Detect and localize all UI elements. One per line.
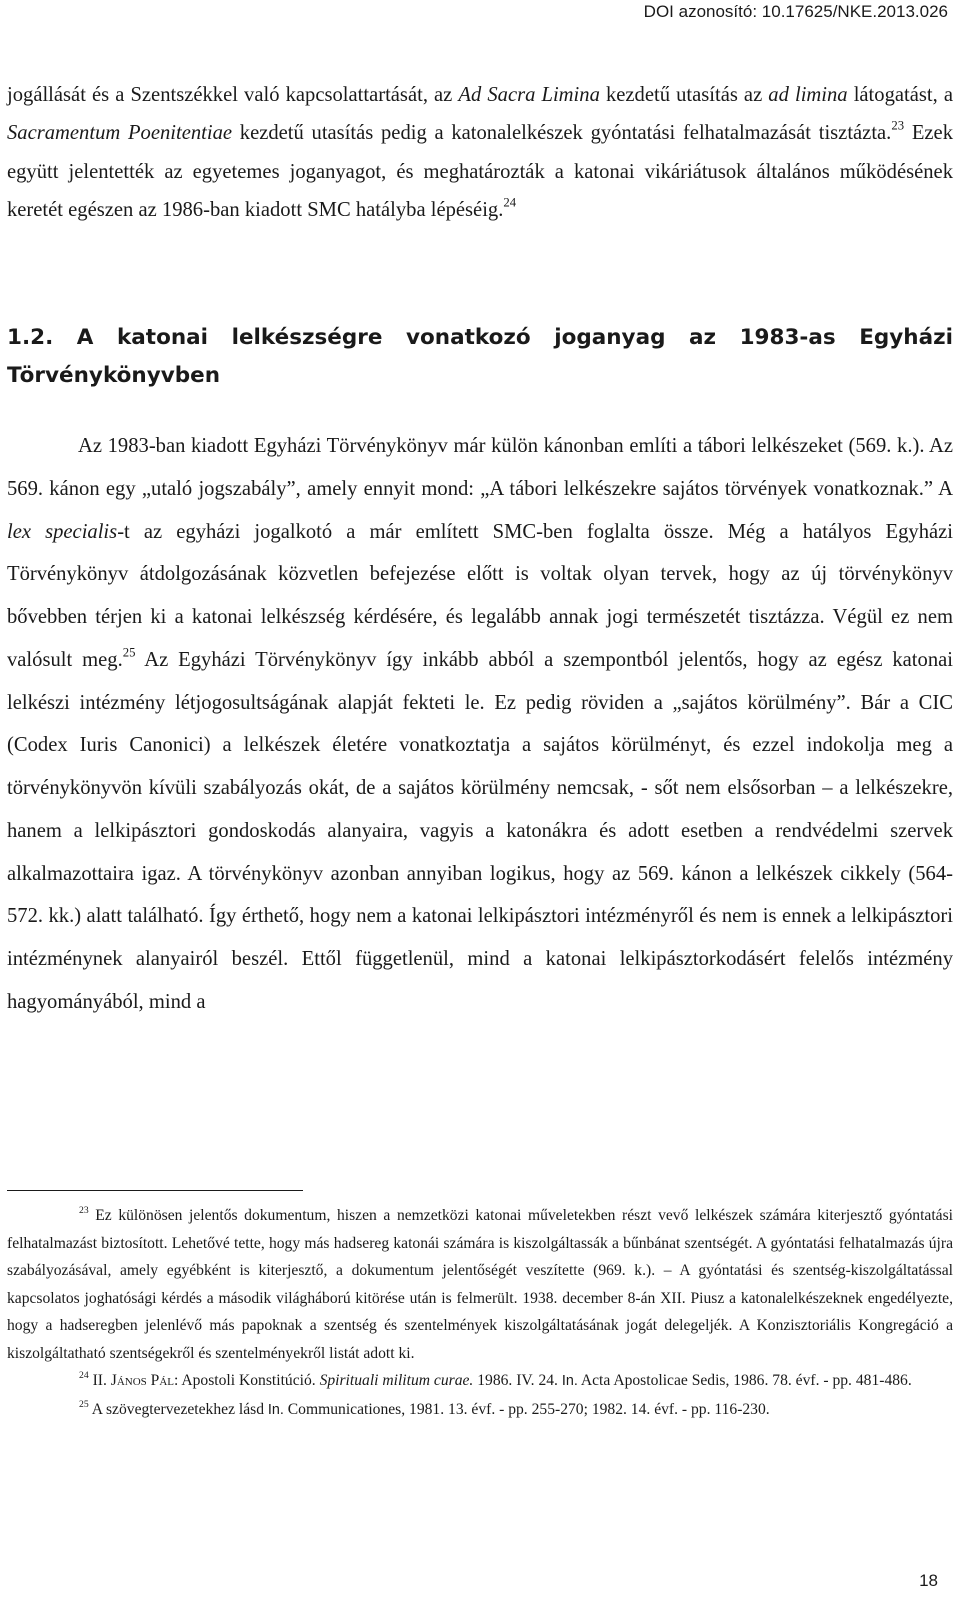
text-span: kezdetű utasítás pedig a katonalelkészek gyóntatási felhatalmazását tisztázta.	[232, 122, 892, 145]
footnote-text: A szövegtervezetekhez lásd	[88, 1400, 268, 1418]
italic-term: Ad Sacra Limina	[458, 84, 600, 106]
page-number: 18	[919, 1571, 938, 1590]
footnote-author: II. János Pál	[92, 1372, 174, 1389]
footnote-ref-25[interactable]: 25	[122, 645, 136, 660]
footnote-text: 1986. IV. 24.	[473, 1372, 562, 1389]
footnote-ref-24[interactable]: 24	[503, 195, 517, 210]
italic-term: Sacramentum Poenitentiae	[7, 122, 233, 145]
footnote-text: : Apostoli Konstitúció.	[174, 1372, 320, 1389]
footnote-text: Communicationes, 1981. 13. évf. - pp. 255-270; 1982. 14. évf. - pp. 116-230.	[283, 1400, 770, 1418]
footnote-number: 23	[79, 1204, 89, 1216]
footnote-title: Spirituali militum curae.	[319, 1372, 474, 1389]
footnote-23	[7, 1202, 953, 1367]
text-span: látogatást, a	[847, 84, 953, 106]
footnote-ref-23[interactable]: 23	[891, 118, 905, 133]
footnote-24	[7, 1367, 953, 1396]
footnotes	[7, 1202, 953, 1424]
italic-term: ad limina	[768, 84, 848, 106]
footnote-separator	[7, 1190, 303, 1191]
text-span: jogállását és a Szentszékkel való kapcsolattartását, az	[7, 84, 459, 106]
doi-header: DOI azonosító: 10.17625/NKE.2013.026	[643, 2, 948, 21]
footnote-text: Ez különösen jelentős dokumentum, hiszen a nemzetközi katonai műveletekben részt vevő lelkészek számára kiterjesztő gyóntatási felhatalmazást biztosított. Lehetővé tette, hogy más hadsereg katonái számára is kiszolgáltassák a bűnbánat szentségét. A gyóntatási felhatalmazás újra szabályozásával, amely egyébként is kiterjesztő, a dokumentum jelentőségét veszítette (969. k.). – A gyóntatási és szentség-kiszolgáltatással kapcsolatos joghatósági kérdés a második világháború kitörése után is felmerült. 1938. december 8-án XII. Piusz a katonalelkészeknek engedélyezte, hogy a hadseregben jelenlévő más papoknak a szentség és szentelmények kiszolgáltatásának jogát delegeljék. A Konzisztoriális Kongregáció a kiszolgáltatható szentségekről és szentelményekről listát adott ki.	[7, 1207, 953, 1362]
body-paragraph-1	[7, 76, 953, 230]
text-span: -t az egyházi jogalkotó a már említett SMC-ben foglalta össze. Még a hatályos Egyházi Törvénykönyv átdolgozásának közvetlen befejezése előtt is voltak olyan tervek, hogy az új törvénykönyv bővebben térjen ki a katonai lelkészség kérdésére, és legalább annak jogi természetét tisztázza. Végül ez nem valósult meg.	[7, 520, 953, 671]
italic-term: lex specialis	[7, 520, 118, 543]
text-span: Az Egyházi Törvénykönyv így inkább abból a szempontból jelentős, hogy az egész katonai lelkészi intézmény létjogosultságának alapját fekteti le. Ez pedig röviden a „sajátos körülmény”. Bár a CIC (Codex Iuris Canonici) a lelkészek életére vonatkoztatja a sajátos körülményt, és ezzel indokolja meg a törvénykönyvön kívüli szabályozás okát, de a sajátos körülmény nemcsak, - sőt nem elsősorban – a lelkészekre, hanem a lelkipásztori gondoskodás alanyaira, vagyis a katonákra és adott esetben a rendvédelmi szervek alkalmazottaira igaz. A törvénykönyv azonban annyiban logikus, hogy az 569. kánon a lelkészek cikkely (564-572. kk.) alatt található. Így érthető, hogy nem a katonai lelkipásztori intézményről és nem is ennek a lelkipásztori intézménynek alanyairól beszél. Ettől függetlenül, mind a katonai lelkipásztorkodásért felelős intézmény hagyományából, mind a	[7, 648, 953, 1013]
footnote-number: 25	[79, 1398, 89, 1410]
text-span: Ezek együtt jelentették az egyetemes joganyagot, és meghatározták a katonai vikáriátusok általános működésének keretét egészen az 1986-ban kiadott SMC hatályba lépéséig.	[7, 122, 953, 222]
body-paragraph-2	[7, 425, 953, 1024]
text-span: Az 1983-ban kiadott Egyházi Törvénykönyv már külön kánonban említi a tábori lelkészeket (569. k.). Az 569. kánon egy „utaló jogszabály”, amely ennyit mond: „A tábori lelkészekre sajátos törvények vonatkoznak.” A	[7, 435, 953, 500]
footnote-in: In.	[561, 1373, 578, 1389]
footnote-in: In.	[267, 1401, 284, 1418]
section-heading: 1.2. A katonai lelkészségre vonatkozó joganyag az 1983-as Egyházi Törvénykönyvben	[7, 325, 953, 388]
footnote-number: 24	[79, 1369, 89, 1381]
footnote-text: Acta Apostolicae Sedis, 1986. 78. évf. - pp. 481-486.	[577, 1372, 912, 1389]
text-span: kezdetű utasítás az	[599, 84, 769, 106]
footnote-25	[7, 1396, 953, 1425]
